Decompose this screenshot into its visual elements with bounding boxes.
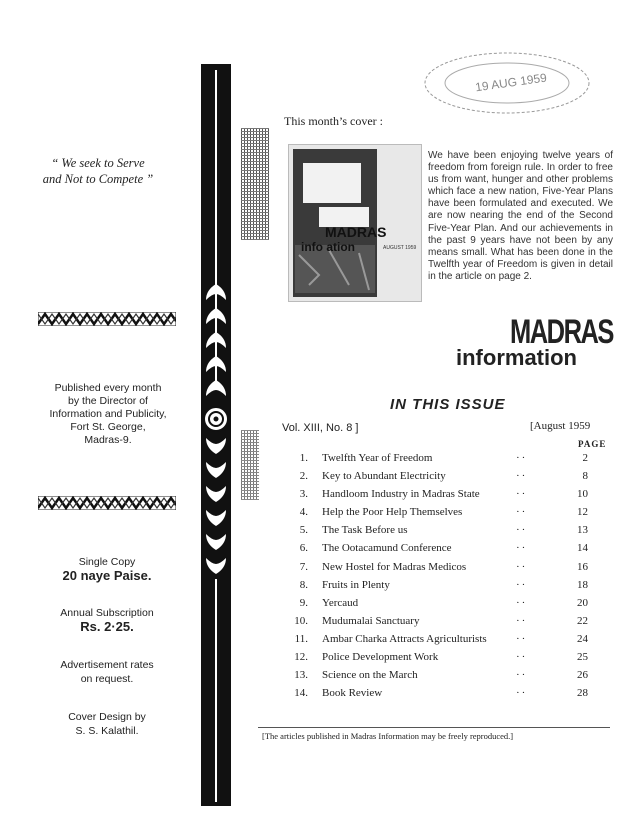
masthead-title: MADRAS	[510, 313, 613, 351]
toc-page-number: 28	[577, 687, 588, 700]
toc-row	[278, 687, 598, 705]
toc-number: 8.	[299, 578, 308, 591]
publisher-line-1: Published every month	[54, 382, 162, 394]
toc-page-number: 8	[582, 470, 588, 483]
toc-row	[278, 615, 598, 633]
toc-leader-dots: ··	[516, 596, 528, 609]
cover-thumb-title: MADRAS	[325, 224, 387, 240]
toc-page-number: 20	[577, 596, 588, 609]
in-this-issue-heading: IN THIS ISSUE	[390, 396, 506, 413]
toc-leader-dots: ··	[516, 452, 528, 464]
toc-number: 6.	[299, 542, 308, 555]
toc-leader-dots: ··	[516, 632, 528, 645]
decorative-band-top	[38, 312, 176, 326]
toc-row	[278, 561, 598, 579]
table-of-contents	[278, 452, 598, 705]
toc-row	[278, 470, 598, 488]
hatched-panel-middle	[241, 430, 259, 500]
toc-number: 13.	[294, 669, 308, 682]
toc-number: 7.	[299, 560, 308, 573]
toc-number: 2.	[299, 470, 308, 483]
toc-row	[278, 651, 598, 669]
publisher-line-3: Information and Publicity,	[49, 408, 167, 420]
toc-page-number: 12	[577, 506, 588, 519]
advert-line-2: on request.	[80, 673, 134, 685]
cover-thumbnail-art	[289, 145, 421, 301]
issue-date: [August 1959	[530, 420, 591, 432]
toc-row	[278, 669, 598, 687]
received-date-stamp	[415, 45, 595, 125]
stamp-date: 19 AUG 1959	[474, 70, 548, 95]
decorative-band-bottom	[38, 496, 176, 510]
toc-number: 4.	[299, 506, 308, 519]
toc-row	[278, 597, 598, 615]
toc-leader-dots: ··	[516, 687, 528, 700]
toc-leader-dots: ··	[516, 488, 528, 501]
toc-title: Handloom Industry in Madras State	[322, 488, 480, 501]
decorative-spine	[191, 64, 241, 806]
toc-row	[278, 452, 598, 470]
toc-title: Fruits in Plenty	[322, 578, 390, 591]
advert-line-1: Advertisement rates	[60, 659, 154, 671]
toc-title: The Ootacamund Conference	[322, 542, 452, 555]
toc-number: 9.	[299, 596, 308, 609]
toc-row	[278, 506, 598, 524]
page-column-header: PAGE	[578, 439, 607, 449]
toc-title: The Task Before us	[322, 524, 408, 537]
toc-row	[278, 488, 598, 506]
toc-page-number: 24	[577, 632, 588, 645]
toc-page-number: 2	[582, 452, 588, 464]
toc-title: Book Review	[322, 687, 383, 700]
toc-title: Ambar Charka Attracts Agriculturists	[322, 632, 487, 645]
toc-page-number: 13	[577, 524, 588, 537]
motto	[18, 155, 178, 187]
annual-label: Annual Subscription	[60, 607, 154, 619]
toc-page-number: 26	[577, 669, 588, 682]
advertisement-rates	[22, 658, 192, 686]
toc-title: Mudumalai Sanctuary	[322, 614, 420, 627]
toc-leader-dots: ··	[516, 524, 528, 537]
toc-page-number: 14	[577, 542, 588, 555]
hatched-panel-top	[241, 128, 269, 240]
single-copy-value: 20 naye Paise.	[62, 568, 152, 583]
cover-design-credit	[22, 710, 192, 738]
reproduction-footnote: [The articles published in Madras Information may be freely reproduced.]	[262, 731, 514, 741]
toc-leader-dots: ··	[516, 470, 528, 483]
toc-page-number: 10	[577, 488, 588, 501]
motto-line-2: and Not to Compete ”	[42, 172, 154, 186]
toc-leader-dots: ··	[516, 614, 528, 627]
cover-thumb-date: AUGUST 1959	[383, 245, 417, 251]
toc-leader-dots: ··	[516, 578, 528, 591]
toc-title: Science on the March	[322, 669, 418, 682]
volume-number: Vol. XIII, No. 8 ]	[282, 422, 359, 434]
toc-title: Yercaud	[322, 596, 359, 609]
toc-number: 11.	[294, 632, 308, 645]
toc-title: New Hostel for Madras Medicos	[322, 560, 467, 573]
cover-description: We have been enjoying twelve years of freedom from foreign rule. In order to free us from want, hunger and other problems which face a new nation, Five-Year Plans have been formulated and executed. We are now nearing the end of the Second Five-Year Plan. And our achievements in the past 9 years have not been by any means small. What has been done in the Twelfth year of Freedom is given in detail in the article on page 2.	[428, 150, 613, 282]
masthead-subtitle: information	[456, 345, 577, 370]
annual-value: Rs. 2·25.	[80, 619, 134, 634]
toc-title: Twelfth Year of Freedom	[322, 452, 433, 464]
footnote-rule	[258, 727, 610, 728]
toc-page-number: 25	[577, 651, 588, 664]
annual-subscription	[22, 606, 192, 634]
toc-page-number: 18	[577, 578, 588, 591]
toc-page-number: 16	[577, 560, 588, 573]
toc-title: Key to Abundant Electricity	[322, 470, 446, 483]
toc-row	[278, 633, 598, 651]
single-copy-price	[22, 555, 192, 583]
toc-title: Help the Poor Help Themselves	[322, 506, 463, 519]
toc-number: 5.	[299, 524, 308, 537]
toc-leader-dots: ··	[516, 669, 528, 682]
toc-leader-dots: ··	[516, 542, 528, 555]
single-copy-label: Single Copy	[78, 556, 136, 568]
publisher-line-2: by the Director of	[68, 395, 148, 407]
toc-leader-dots: ··	[516, 506, 528, 519]
toc-row	[278, 579, 598, 597]
toc-leader-dots: ··	[516, 560, 528, 573]
cover-thumbnail	[288, 144, 422, 302]
cover-thumb-sub: info ation	[301, 240, 355, 254]
toc-page-number: 22	[577, 614, 588, 627]
publisher-line-4: Fort St. George,	[70, 421, 146, 433]
design-line-2: S. S. Kalathil.	[75, 725, 139, 737]
toc-number: 3.	[299, 488, 308, 501]
design-line-1: Cover Design by	[68, 711, 146, 723]
toc-leader-dots: ··	[516, 651, 528, 664]
toc-title: Police Development Work	[322, 651, 439, 664]
cover-label: This month’s cover :	[284, 114, 383, 128]
toc-number: 14.	[294, 687, 308, 700]
toc-row	[278, 524, 598, 542]
publisher-line-5: Madras-9.	[84, 434, 132, 446]
toc-number: 12.	[294, 651, 308, 664]
publisher-info	[28, 382, 188, 447]
toc-row	[278, 542, 598, 560]
motto-line-1: “ We seek to Serve	[51, 156, 145, 170]
toc-number: 1.	[299, 452, 308, 464]
toc-number: 10.	[294, 614, 308, 627]
